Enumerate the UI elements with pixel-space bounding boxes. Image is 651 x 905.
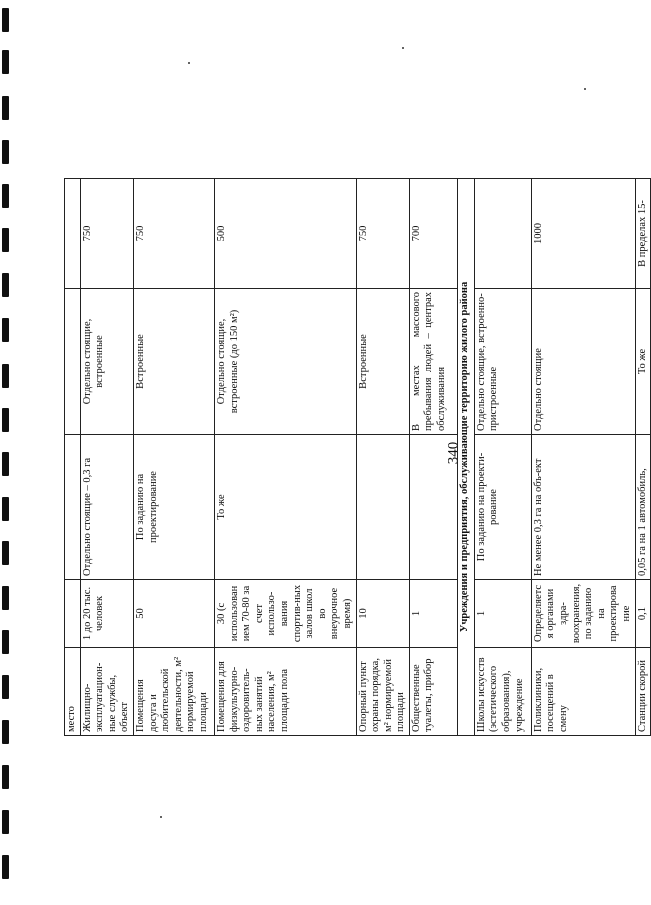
table-cell: 50 xyxy=(133,580,214,648)
section-header-row xyxy=(457,179,474,736)
table-cell: 0,05 га на 1 автомобиль, xyxy=(635,435,651,580)
table-cell: То же xyxy=(635,289,651,435)
table-row xyxy=(356,179,409,736)
table-cell: 1 xyxy=(409,580,457,648)
table-cell: Не менее 0,3 га на объ-ект xyxy=(531,435,635,580)
table-row xyxy=(409,179,457,736)
table-cell: Отдельно стоящие, встроенные (до 150 м²) xyxy=(214,289,356,435)
binder-holes xyxy=(2,0,16,905)
table-cell xyxy=(65,435,81,580)
table-cell: место xyxy=(65,648,81,736)
table-cell xyxy=(65,580,81,648)
table-cell: 30 (с использованием 70-80 за счет использо-вания спортив-ных залов школ во внеурочное время) xyxy=(214,580,356,648)
table-cell: В пределах 15- xyxy=(635,179,651,289)
table-cell: Школы искусств (эстетического образования), учреждение xyxy=(474,648,531,736)
table-cell: Станции скорой xyxy=(635,648,651,736)
table-cell xyxy=(65,289,81,435)
table-cell: Отдельно стоящие, встроенные xyxy=(80,289,133,435)
table-cell: Помещения для физкультурно-оздоровитель-ных занятий населения, м² площади пола xyxy=(214,648,356,736)
table-cell: Общественные туалеты, прибор xyxy=(409,648,457,736)
table-cell: По заданию на проекти-рование xyxy=(474,435,531,580)
table-cell: Помещения досуга и любительской деятельности, м² нормируемой площади xyxy=(133,648,214,736)
table-cell xyxy=(409,435,457,580)
table-row xyxy=(133,179,214,736)
table-cell: 0,1 xyxy=(635,580,651,648)
table-cell: 1 xyxy=(474,580,531,648)
table-cell: То же xyxy=(214,435,356,580)
table-cell: 750 xyxy=(80,179,133,289)
table-row xyxy=(65,179,81,736)
table-row xyxy=(474,179,531,736)
table-cell: Определяется органами здра-воохранения, по заданию на проектирование xyxy=(531,580,635,648)
table-cell: Встроенные xyxy=(356,289,409,435)
table-cell: 10 xyxy=(356,580,409,648)
table-cell: Отдельно стоящие xyxy=(531,289,635,435)
table-cell: 1 до 20 тыс. человек xyxy=(80,580,133,648)
table-cell: 700 xyxy=(409,179,457,289)
table-cell: Поликлиники, посещений в смену xyxy=(531,648,635,736)
table-cell: 500 xyxy=(214,179,356,289)
table-cell: Встроенные xyxy=(133,289,214,435)
table-row xyxy=(531,179,635,736)
table-row xyxy=(635,179,651,736)
page-number: 340 xyxy=(445,441,462,465)
table-cell: Опорный пункт охраны порядка, м² нормируемой площади xyxy=(356,648,409,736)
table-cell: По заданию на проектирование xyxy=(133,435,214,580)
rotated-table-area xyxy=(64,179,648,736)
norms-table xyxy=(64,178,651,736)
table-cell: 1000 xyxy=(531,179,635,289)
table-cell: 750 xyxy=(133,179,214,289)
table-cell: Жилищно-эксплуатацион-ные службы, объект xyxy=(80,648,133,736)
table-row xyxy=(214,179,356,736)
table-row xyxy=(80,179,133,736)
table-cell: В местах массового пребывания людей – центрах обслуживания xyxy=(409,289,457,435)
table-cell xyxy=(474,179,531,289)
table-cell: 750 xyxy=(356,179,409,289)
table-cell xyxy=(356,435,409,580)
table-cell xyxy=(65,179,81,289)
section-header: Учреждения и предприятия, обслуживающие территорию жилого района xyxy=(457,179,474,736)
table-cell: Отдельно стоящие, встроенно-пристроенные xyxy=(474,289,531,435)
table-cell: Отдельно стоящие – 0,3 га xyxy=(80,435,133,580)
